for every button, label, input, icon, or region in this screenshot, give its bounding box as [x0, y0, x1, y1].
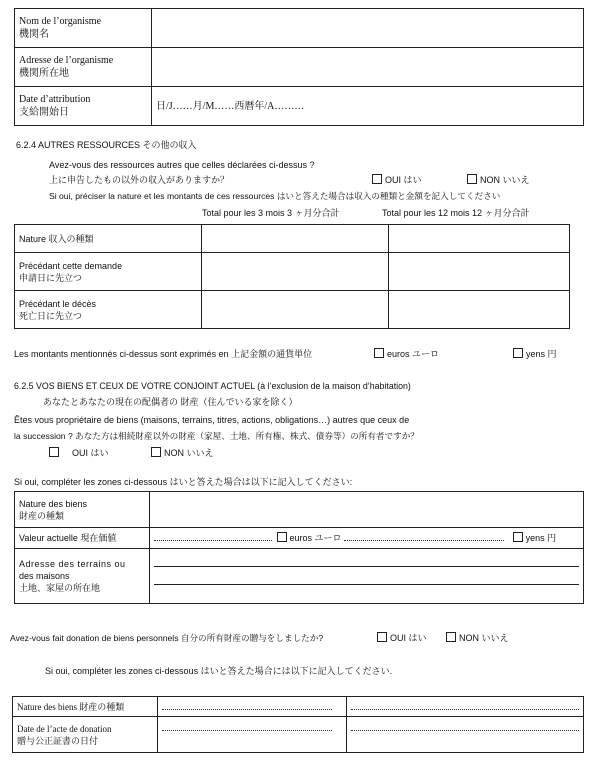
org-date-value: 日/J……月/M……西暦年/A……… — [156, 100, 305, 112]
adresse-line-1 — [154, 566, 579, 567]
donation-non-checkbox[interactable] — [446, 632, 456, 642]
org-address-label: Adresse de l’organisme 機関所在地 — [15, 48, 152, 87]
org-name-field[interactable] — [152, 9, 584, 48]
s624-oui-option[interactable]: OUI はい — [372, 174, 422, 186]
donation-non-option[interactable]: NON いいえ — [446, 632, 509, 644]
org-address-field[interactable] — [152, 48, 584, 87]
donation-nature-field-1[interactable] — [158, 697, 347, 717]
assets-nature-label: Nature des biens 財産の種類 — [15, 492, 150, 528]
s624-si-oui: Si oui, préciser la nature et les montants de ces ressources はいと答えた場合は収入の種類と金額を記入してください — [49, 191, 501, 201]
donation-oui-checkbox[interactable] — [377, 632, 387, 642]
currency-statement: Les montants mentionnés ci-dessus sont exprimés en 上記金額の通貨単位 — [14, 349, 313, 359]
donation-date-field-1[interactable] — [158, 717, 347, 753]
currency-yens-checkbox[interactable] — [513, 348, 523, 358]
s624-non-option[interactable]: NON いいえ — [467, 174, 530, 186]
assets-adresse-label: Adresse des terrains ou des maisons 土地、家屋の所在地 — [15, 549, 150, 604]
currency-euros-checkbox[interactable] — [374, 348, 384, 358]
resources-table — [14, 224, 570, 329]
org-date-label: Date d’attribution 支給開始日 — [15, 87, 152, 126]
assets-nature-field[interactable] — [150, 492, 584, 528]
assets-valeur-label: Valeur actuelle 現在価値 — [15, 528, 150, 549]
section-625-heading-jp: あなたとあなたの現在の配偶者の 財産（住んでいる家を除く） — [43, 397, 298, 407]
s624-non-checkbox[interactable] — [467, 174, 477, 184]
valeur-euros-dots[interactable] — [154, 532, 272, 541]
prec-deces-12-months-field[interactable] — [389, 291, 570, 329]
s625-question-line2: la succession ? あなた方は相続財産以外の財産（家屋、土地、所有権、株式、債券等）の所有者ですか？ — [14, 431, 419, 441]
assets-adresse-field[interactable] — [150, 549, 584, 604]
row-nature-label: Nature 収入の種類 — [15, 225, 202, 253]
donation-table — [12, 696, 584, 753]
row-prec-demande-label: Précédant cette demande 申請日に先立つ — [15, 253, 202, 291]
s624-question-jp: 上に申告したもの以外の収入がありますか？ — [49, 175, 230, 185]
organisation-table — [14, 8, 584, 126]
row-prec-deces-label: Précédant le décès 死亡日に先立つ — [15, 291, 202, 329]
donation-nature-label: Nature des biens 財産の種類 — [13, 697, 158, 717]
assets-table — [14, 491, 584, 604]
prec-demande-3-months-field[interactable] — [202, 253, 389, 291]
s624-question-fr: Avez-vous des ressources autres que celles déclarées ci-dessus ? — [49, 160, 315, 170]
prec-deces-3-months-field[interactable] — [202, 291, 389, 329]
donation-date-label: Date de l’acte de donation 贈与公正証書の日付 — [13, 717, 158, 753]
s625-non-checkbox[interactable] — [151, 447, 161, 457]
s625-oui-option[interactable]: OUI はい — [49, 447, 109, 459]
valeur-yens-checkbox[interactable] — [513, 532, 523, 542]
currency-euros-option[interactable]: euros ユーロ — [374, 348, 439, 360]
donation-nature-field-2[interactable] — [347, 697, 584, 717]
nature-12-months-field[interactable] — [389, 225, 570, 253]
s624-col-3-months: Total pour les 3 mois 3 ヶ月分合計 — [202, 208, 340, 218]
org-name-label: Nom de l’organisme 機関名 — [15, 9, 152, 48]
prec-demande-12-months-field[interactable] — [389, 253, 570, 291]
donation-oui-option[interactable]: OUI はい — [377, 632, 427, 644]
org-date-field[interactable] — [152, 87, 584, 126]
section-624-heading: 6.2.4 AUTRES RESSOURCES その他の収入 — [16, 140, 197, 150]
s625-si-oui: Si oui, compléter les zones ci-dessous はいと答えた場合は以下に記入してください: — [14, 477, 353, 487]
s624-oui-checkbox[interactable] — [372, 174, 382, 184]
donation-si-oui: Si oui, compléter les zones ci-dessous はいと答えた場合には以下に記入してください. — [45, 666, 393, 676]
donation-question: Avez-vous fait donation de biens personnels 自分の所有財産の贈与をしましたか? — [10, 633, 324, 643]
s624-col-12-months: Total pour les 12 mois 12 ヶ月分合計 — [382, 208, 530, 218]
s625-question-line1: Êtes vous propriétaire de biens (maisons, terrains, titres, actions, obligations…) autres que ceux de — [14, 415, 410, 425]
valeur-euros-checkbox[interactable] — [277, 532, 287, 542]
currency-yens-option[interactable]: yens 円 — [513, 348, 557, 360]
nature-3-months-field[interactable] — [202, 225, 389, 253]
valeur-yens-dots[interactable] — [344, 532, 504, 541]
assets-valeur-field[interactable]: euros ユーロ yens 円 — [150, 528, 584, 549]
section-625-heading: 6.2.5 VOS BIENS ET CEUX DE VOTRE CONJOINT ACTUEL (à l’exclusion de la maison d’habitation) — [14, 381, 411, 391]
donation-date-field-2[interactable] — [347, 717, 584, 753]
s625-non-option[interactable]: NON いいえ — [151, 447, 214, 459]
adresse-line-2 — [154, 584, 579, 585]
s625-oui-checkbox[interactable] — [49, 447, 59, 457]
